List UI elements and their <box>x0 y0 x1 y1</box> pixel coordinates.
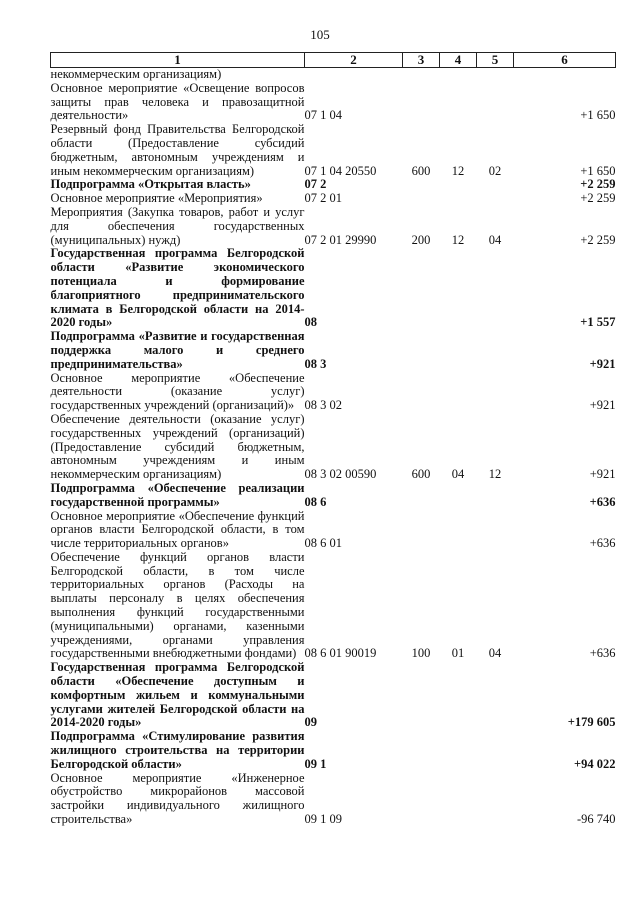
row-rz <box>440 510 477 551</box>
row-pr <box>477 482 514 510</box>
row-name: Основное мероприятие «Инженерное обустройство микрорайонов массовой застройки индивидуального жилищного строительства» <box>50 770 305 827</box>
row-rz <box>440 68 477 82</box>
row-pr: 12 <box>488 467 502 482</box>
table-row <box>51 730 616 771</box>
row-code: 08 3 02 <box>304 398 342 413</box>
table-row <box>51 330 616 371</box>
row-vr: 100 <box>411 646 431 661</box>
row-rz <box>440 178 477 192</box>
row-vr <box>403 178 440 192</box>
row-code: 08 <box>304 315 317 330</box>
row-code: 09 1 <box>304 756 327 771</box>
row-rz: 12 <box>451 163 465 178</box>
page-number: 105 <box>310 27 330 42</box>
table-row <box>51 206 616 247</box>
row-pr <box>477 68 514 82</box>
table-row <box>51 551 616 661</box>
row-sum: +636 <box>589 646 616 661</box>
row-vr <box>403 510 440 551</box>
row-name: Обеспечение деятельности (оказание услуг) государственных учреждений (организаций) (Предоставление субсидий бюджетным, автономным учреждениям и иным некоммерческим организациям) <box>50 411 305 482</box>
row-code: 07 2 01 29990 <box>304 232 377 247</box>
row-name: Государственная программа Белгородской области «Развитие экономического потенциала и формирование благоприятного предпринимательского климата в Белгородской области на 2014-2020 годы» <box>50 246 305 330</box>
row-sum <box>514 68 616 82</box>
row-vr <box>403 68 440 82</box>
row-sum: +2 259 <box>580 191 616 206</box>
row-sum: +921 <box>589 398 616 413</box>
row-vr: 600 <box>411 467 431 482</box>
row-vr <box>403 247 440 330</box>
row-name: Подпрограмма «Стимулирование развития жилищного строительства на территории Белгородской области» <box>50 729 305 771</box>
row-code: 08 3 02 00590 <box>304 467 377 482</box>
row-code: 08 6 01 <box>304 536 342 551</box>
row-rz <box>440 247 477 330</box>
col-header-pr: 5 <box>477 53 514 68</box>
row-vr <box>403 330 440 371</box>
row-rz <box>440 82 477 123</box>
row-sum: +179 605 <box>567 715 616 730</box>
row-name: Мероприятия (Закупка товаров, работ и услуг для обеспечения государственных (муниципальных) нужд) <box>50 204 305 247</box>
row-pr <box>477 192 514 206</box>
row-rz <box>440 192 477 206</box>
row-code: 08 6 <box>304 494 327 509</box>
col-header-sum: 6 <box>514 53 616 68</box>
table-row <box>51 178 616 192</box>
row-pr <box>477 730 514 771</box>
row-code: 07 2 01 <box>304 191 342 206</box>
table-row <box>51 413 616 482</box>
row-pr <box>477 330 514 371</box>
row-sum: +1 650 <box>580 108 616 123</box>
row-code: 09 <box>304 715 317 730</box>
table-row <box>51 661 616 730</box>
row-pr <box>477 178 514 192</box>
budget-table <box>50 52 616 827</box>
row-code: 08 6 01 90019 <box>304 646 377 661</box>
col-header-rz: 4 <box>440 53 477 68</box>
row-rz <box>440 330 477 371</box>
table-row <box>51 510 616 551</box>
table-row <box>51 82 616 123</box>
row-sum: +1 557 <box>580 315 616 330</box>
table-row <box>51 68 616 82</box>
row-sum: +2 259 <box>580 177 616 192</box>
row-code: 09 1 09 <box>304 812 342 827</box>
col-header-name: 1 <box>51 53 305 68</box>
row-name: Подпрограмма «Обеспечение реализации государственной программы» <box>50 480 305 509</box>
row-rz <box>440 372 477 413</box>
row-sum: +921 <box>589 467 616 482</box>
row-sum: +94 022 <box>574 756 616 771</box>
row-rz <box>440 482 477 510</box>
row-pr: 04 <box>488 646 502 661</box>
row-rz: 01 <box>451 646 465 661</box>
table-row <box>51 192 616 206</box>
col-header-vr: 3 <box>403 53 440 68</box>
row-sum: +1 650 <box>580 163 616 178</box>
row-vr <box>403 372 440 413</box>
row-vr: 600 <box>411 163 431 178</box>
row-vr <box>403 192 440 206</box>
row-pr <box>477 247 514 330</box>
row-name: Подпрограмма «Развитие и государственная поддержка малого и среднего предпринимательства» <box>50 329 305 371</box>
row-sum: +636 <box>589 494 616 509</box>
row-code <box>305 68 403 82</box>
table-row <box>51 482 616 510</box>
row-name: Основное мероприятие «Обеспечение функций органов власти Белгородской области, в том числе территориальных органов» <box>50 508 305 551</box>
row-rz <box>440 772 477 827</box>
row-rz: 12 <box>451 232 465 247</box>
row-name: некоммерческим организациям) <box>50 67 222 81</box>
row-sum: -96 740 <box>576 812 616 827</box>
row-vr <box>403 661 440 730</box>
row-vr <box>403 82 440 123</box>
row-pr: 02 <box>488 163 502 178</box>
row-code: 08 3 <box>304 356 327 371</box>
row-vr <box>403 772 440 827</box>
row-code: 07 1 04 <box>304 108 342 123</box>
row-pr: 04 <box>488 232 502 247</box>
table-header-row <box>51 53 616 68</box>
row-vr: 200 <box>411 232 431 247</box>
row-sum: +2 259 <box>580 232 616 247</box>
row-pr <box>477 661 514 730</box>
row-pr <box>477 510 514 551</box>
table-row <box>51 372 616 413</box>
row-name: Государственная программа Белгородской области «Обеспечение доступным и комфортным жильем и коммунальными услугами жителей Белгородской области на 2014-2020 годы» <box>50 660 305 730</box>
col-header-code: 2 <box>305 53 403 68</box>
row-rz: 04 <box>451 467 465 482</box>
row-code: 07 2 <box>304 177 327 192</box>
row-sum: +636 <box>589 536 616 551</box>
table-row <box>51 772 616 827</box>
row-rz <box>440 661 477 730</box>
row-vr <box>403 730 440 771</box>
row-pr <box>477 372 514 413</box>
row-code: 07 1 04 20550 <box>304 163 377 178</box>
row-name: Обеспечение функций органов власти Белгородской области, в том числе территориальных органов (Расходы на выплаты персоналу в целях обеспечения выполнения функций государственными (муниципальными) органами, казенными учреждениями, органами управления государственными внебюджетными фондами) <box>50 549 305 661</box>
row-pr <box>477 82 514 123</box>
row-rz <box>440 730 477 771</box>
row-name: Подпрограмма «Открытая власть» <box>50 177 251 192</box>
row-sum: +921 <box>589 356 616 371</box>
row-vr <box>403 482 440 510</box>
table-row <box>51 123 616 178</box>
table-row <box>51 247 616 330</box>
row-name: Основное мероприятие «Освещение вопросов защиты прав человека и правозащитной деятельности» <box>50 80 305 123</box>
row-pr <box>477 772 514 827</box>
row-name: Основное мероприятие «Обеспечение деятельности (оказание услуг) государственных учреждений (организаций)» <box>50 370 305 413</box>
row-name: Основное мероприятие «Мероприятия» <box>50 191 263 206</box>
row-name: Резервный фонд Правительства Белгородской области (Предоставление субсидий бюджетным, автономным учреждениям и иным некоммерческим организациям) <box>50 122 305 178</box>
